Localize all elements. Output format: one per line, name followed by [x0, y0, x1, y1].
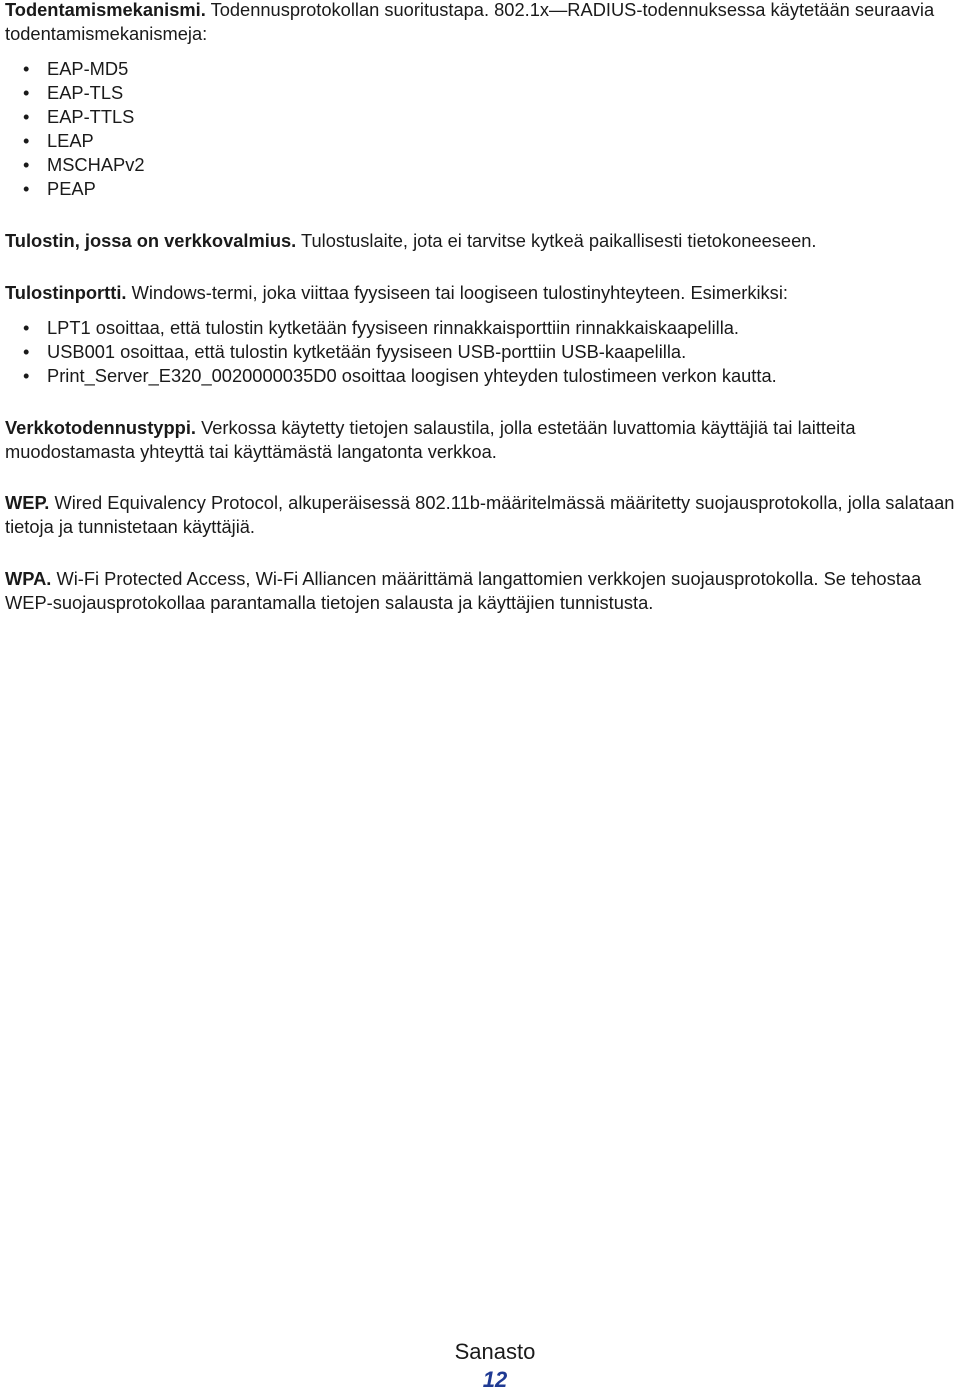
auth-mechanism-list: [5, 57, 145, 201]
list-item: • Print_Server_E320_0020000035D0 osoittaa loogisen yhteyden tulostimeen verkon kautta.: [23, 365, 777, 386]
glossary-entry-todentamismekanismi: [5, 0, 960, 46]
list-item: • EAP-TLS: [23, 82, 124, 103]
bullet-icon: •: [23, 317, 30, 338]
list-item: • MSCHAPv2: [23, 154, 145, 175]
glossary-entry-wpa: [5, 567, 960, 615]
glossary-definition: Wi-Fi Protected Access, Wi-Fi Alliancen määrittämä langattomien verkkojen suojausprotokolla. Se tehostaa WEP-suojausprotokollaa parantamalla tietojen salausta ja käyttäjien tunnistusta.: [5, 568, 922, 613]
glossary-term: Tulostin, jossa on verkkovalmius.: [5, 230, 297, 251]
bullet-icon: •: [23, 154, 30, 175]
bullet-icon: •: [23, 341, 30, 362]
list-item: • LEAP: [23, 130, 94, 151]
bullet-icon: •: [23, 106, 30, 127]
bullet-icon: •: [23, 82, 30, 103]
bullet-icon: •: [23, 58, 30, 79]
bullet-icon: •: [23, 130, 30, 151]
glossary-entry-tulostin-verkkovalmius: [5, 229, 960, 253]
glossary-term: WEP.: [5, 492, 50, 513]
glossary-entry-verkkotodennustyppi: [5, 416, 960, 464]
glossary-page: [5, 0, 960, 1390]
glossary-term: Verkkotodennustyppi.: [5, 417, 196, 438]
glossary-term: Tulostinportti.: [5, 282, 127, 303]
list-item: • PEAP: [23, 178, 96, 199]
glossary-definition: Windows-termi, joka viittaa fyysiseen tai loogiseen tulostinyhteyteen. Esimerkiksi:: [131, 282, 788, 303]
glossary-definition: Wired Equivalency Protocol, alkuperäisessä 802.11b-määritelmässä määritetty suojausprotokolla, jolla salataan tietoja ja tunnistetaan käyttäjiä.: [5, 492, 955, 537]
list-item: • USB001 osoittaa, että tulostin kytketään fyysiseen USB-porttiin USB-kaapelilla.: [23, 341, 687, 362]
glossary-entry-wep: [5, 491, 960, 539]
bullet-icon: •: [23, 365, 30, 386]
printer-port-example-list: [5, 316, 777, 388]
glossary-entry-tulostinportti: [5, 281, 960, 305]
glossary-term: Todentamismekanismi.: [5, 0, 206, 20]
glossary-definition: Todennusprotokollan suoritustapa. 802.1x—RADIUS-todennuksessa käytetään seuraavia todentamismekanismeja:: [5, 0, 935, 44]
glossary-definition: Verkossa käytetty tietojen salaustila, jolla estetään luvattomia käyttäjiä tai laitteita muodostamasta yhteyttä tai käyttämästä langatonta verkkoa.: [5, 417, 856, 462]
list-item: • EAP-MD5: [23, 58, 129, 79]
list-item: • LPT1 osoittaa, että tulostin kytketään fyysiseen rinnakkaisporttiin rinnakkaiskaapelilla.: [23, 317, 740, 338]
footer-page-number: 12: [482, 1367, 508, 1392]
footer-section-title: Sanasto: [454, 1339, 536, 1364]
bullet-icon: •: [23, 178, 30, 199]
glossary-definition: Tulostuslaite, jota ei tarvitse kytkeä paikallisesti tietokoneeseen.: [300, 230, 817, 251]
glossary-term: WPA.: [5, 568, 52, 589]
list-item: • EAP-TTLS: [23, 106, 135, 127]
